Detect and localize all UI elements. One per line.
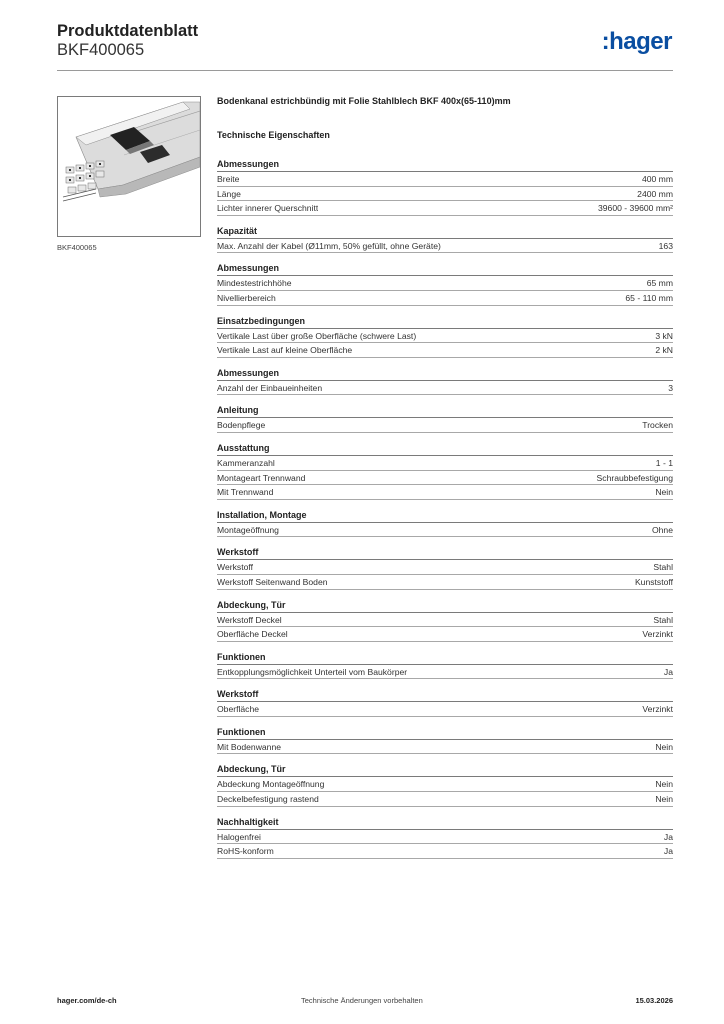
property-group: [217, 651, 673, 680]
property-row: [217, 627, 673, 642]
property-value: Nein: [655, 794, 673, 805]
property-label: Länge: [217, 188, 241, 199]
group-title: Werkstoff: [217, 688, 673, 702]
property-row: [217, 777, 673, 792]
property-label: Kammeranzahl: [217, 457, 275, 468]
property-label: Oberfläche Deckel: [217, 629, 288, 640]
product-code: BKF400065: [57, 41, 145, 59]
hager-logo: :hager: [601, 28, 672, 55]
property-value: Nein: [655, 487, 673, 498]
property-value: Ja: [663, 666, 673, 677]
property-value: 1 - 1: [655, 457, 673, 468]
property-groups: [217, 158, 673, 859]
property-label: Werkstoff Deckel: [217, 614, 282, 625]
property-label: RoHS-konform: [217, 846, 274, 857]
property-value: Verzinkt: [642, 704, 673, 715]
property-value: 65 mm: [646, 278, 673, 289]
property-value: Ohne: [651, 524, 673, 535]
property-value: Stahl: [653, 562, 673, 573]
property-group: [217, 315, 673, 358]
property-value: 2 kN: [655, 345, 673, 356]
property-label: Werkstoff: [217, 562, 253, 573]
property-row: [217, 187, 673, 202]
group-title: Abmessungen: [217, 158, 673, 172]
property-group: [217, 688, 673, 717]
group-title: Abdeckung, Tür: [217, 763, 673, 777]
property-row: [217, 740, 673, 755]
property-group: [217, 225, 673, 254]
property-label: Mit Bodenwanne: [217, 741, 282, 752]
image-caption: BKF400065: [57, 243, 97, 252]
group-title: Abmessungen: [217, 262, 673, 276]
product-description: Bodenkanal estrichbündig mit Folie Stahlblech BKF 400x(65-110)mm: [217, 96, 511, 106]
property-row: [217, 291, 673, 306]
floor-duct-illustration: [58, 97, 200, 236]
property-group: [217, 599, 673, 642]
property-row: [217, 276, 673, 291]
property-row: [217, 792, 673, 807]
property-value: 39600 - 39600 mm²: [598, 203, 673, 214]
property-row: [217, 343, 673, 358]
property-label: Montageart Trennwand: [217, 472, 306, 483]
property-value: 2400 mm: [637, 188, 673, 199]
property-value: 400 mm: [641, 174, 673, 184]
property-row: [217, 418, 673, 433]
property-row: [217, 844, 673, 859]
group-title: Installation, Montage: [217, 509, 673, 523]
property-label: Entkopplungsmöglichkeit Unterteil vom Baukörper: [217, 666, 408, 677]
property-label: Breite: [217, 174, 240, 184]
property-group: [217, 158, 673, 216]
group-title: Anleitung: [217, 404, 673, 418]
property-label: Werkstoff Seitenwand Boden: [217, 576, 328, 587]
property-value: Kunststoff: [634, 576, 673, 587]
technical-data: [217, 94, 673, 859]
property-label: Montageöffnung: [217, 524, 279, 535]
footer-website: hager.com/de-ch: [57, 996, 117, 1005]
group-title: Abdeckung, Tür: [217, 599, 673, 613]
property-value: Schraubbefestigung: [596, 472, 673, 483]
property-row: [217, 471, 673, 486]
property-row: [217, 560, 673, 575]
property-row: [217, 665, 673, 680]
property-group: [217, 262, 673, 305]
property-row: [217, 201, 673, 216]
property-row: [217, 575, 673, 590]
footer-date: 15.03.2026: [635, 996, 673, 1005]
property-value: Verzinkt: [642, 629, 673, 640]
group-title: Abmessungen: [217, 367, 673, 381]
property-row: [217, 523, 673, 538]
property-group: [217, 726, 673, 755]
property-value: 3: [668, 382, 673, 393]
group-title: Einsatzbedingungen: [217, 315, 673, 329]
property-group: [217, 546, 673, 589]
property-row: [217, 613, 673, 628]
property-row: [217, 485, 673, 500]
property-value: Ja: [663, 831, 673, 842]
property-label: Vertikale Last über große Oberfläche (schwere Last): [217, 330, 417, 341]
section-heading: Technische Eigenschaften: [217, 130, 330, 140]
property-label: Bodenpflege: [217, 420, 266, 431]
property-label: Mindestestrichhöhe: [217, 278, 292, 289]
property-value: 3 kN: [655, 330, 673, 341]
property-row: [217, 329, 673, 344]
group-title: Ausstattung: [217, 442, 673, 456]
property-row: [217, 172, 673, 187]
property-label: Vertikale Last auf kleine Oberfläche: [217, 345, 353, 356]
property-label: Oberfläche: [217, 704, 260, 715]
property-value: 163: [658, 240, 673, 251]
property-row: [217, 381, 673, 396]
property-row: [217, 830, 673, 845]
product-image: [57, 96, 201, 237]
property-value: Trocken: [642, 420, 673, 431]
property-label: Nivellierbereich: [217, 292, 276, 303]
document-header: [57, 22, 677, 60]
header-divider: [57, 70, 673, 71]
property-value: 65 - 110 mm: [625, 292, 673, 303]
property-label: Mit Trennwand: [217, 487, 274, 498]
property-group: [217, 442, 673, 500]
footer-notice: Technische Änderungen vorbehalten: [301, 996, 423, 1005]
property-label: Halogenfrei: [217, 831, 261, 842]
property-value: Nein: [655, 741, 673, 752]
property-value: Ja: [663, 846, 673, 857]
property-group: [217, 816, 673, 859]
property-value: Stahl: [653, 614, 673, 625]
property-group: [217, 509, 673, 538]
property-row: [217, 456, 673, 471]
document-title: Produktdatenblatt: [57, 22, 199, 40]
property-row: [217, 239, 673, 254]
group-title: Nachhaltigkeit: [217, 816, 673, 830]
property-group: [217, 404, 673, 433]
property-value: Nein: [655, 779, 673, 790]
property-label: Max. Anzahl der Kabel (Ø11mm, 50% gefüllt, ohne Geräte): [217, 240, 441, 251]
group-title: Kapazität: [217, 225, 673, 239]
property-label: Lichter innerer Querschnitt: [217, 203, 319, 214]
property-row: [217, 702, 673, 717]
property-group: [217, 367, 673, 396]
group-title: Funktionen: [217, 726, 673, 740]
property-label: Abdeckung Montageöffnung: [217, 779, 325, 790]
property-group: [217, 763, 673, 806]
group-title: Werkstoff: [217, 546, 673, 560]
group-title: Funktionen: [217, 651, 673, 665]
property-label: Deckelbefestigung rastend: [217, 794, 319, 805]
property-label: Anzahl der Einbaueinheiten: [217, 382, 323, 393]
